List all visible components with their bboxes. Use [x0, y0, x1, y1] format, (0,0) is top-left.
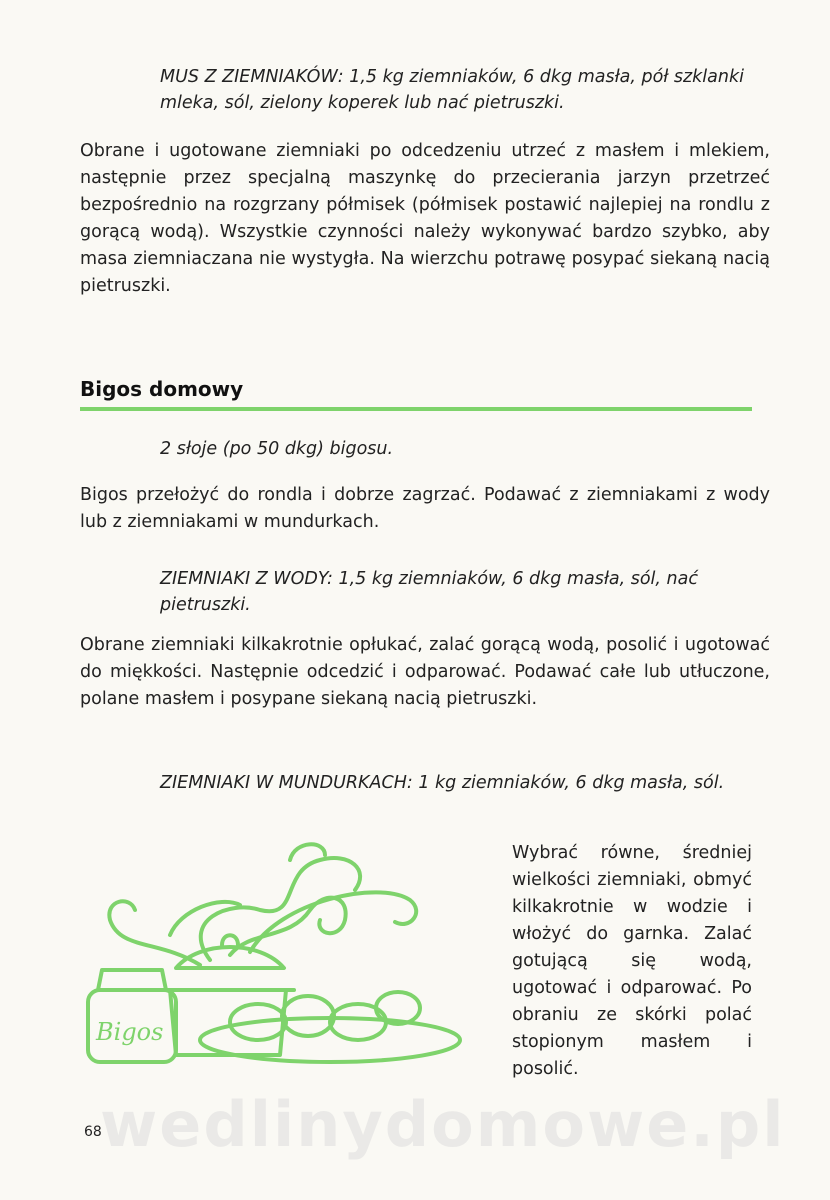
mus-ingredients: MUS Z ZIEMNIAKÓW: 1,5 kg ziemniaków, 6 dkg masła, pół szklanki mleka, sól, zielony koperek lub nać pietruszki. [160, 67, 744, 113]
steam-swirl [201, 858, 360, 960]
pot-lid [176, 947, 284, 968]
ziemniaki-w-mundurkach-ingredients: ZIEMNIAKI W MUNDURKACH: 1 kg ziemniaków, 6 dkg masła, sól. [160, 773, 725, 793]
page-number: 68 [84, 1124, 102, 1140]
jar-label: Bigos [96, 1018, 164, 1046]
potato [282, 996, 334, 1036]
mus-instructions: Obrane i ugotowane ziemniaki po odcedzeniu utrzeć z masłem i mlekiem, następnie przez specjalną maszynkę do przecierania jarzyn przetrzeć bezpośrednio na rozgrzany półmisek (półmisek postawić najlepiej na rondlu z gorącą wodą). Wszystkie czynności należy wykonywać bardzo szybko, aby masa ziemniaczana nie wystygła. Na wierzchu potrawę posypać siekaną nacią pietruszki. [80, 141, 770, 296]
steam-swirl [250, 892, 416, 952]
bigos-ingredients: 2 słoje (po 50 dkg) bigosu. [160, 439, 394, 459]
watermark: wedlinydomowe.pl [100, 1088, 786, 1161]
ziemniaki-z-wody-ingredients: ZIEMNIAKI Z WODY: 1,5 kg ziemniaków, 6 dkg masła, sól, nać pietruszki. [160, 569, 698, 615]
ziemniaki-w-mundurkach-instructions: Wybrać równe, średniej wielkości ziemniaki, obmyć kilkakrotnie w wodzie i włożyć do garnka. Zalać gotującą się wodą, ugotować i odparować. Po obraniu ze skórki polać stopionym masłem i posolić. [512, 843, 752, 1079]
bigos-pot-illustration [80, 840, 500, 1080]
bigos-heading: Bigos domowy [80, 377, 244, 401]
heading-divider [80, 407, 752, 411]
steam-swirl [109, 901, 200, 965]
steam-swirl [290, 844, 325, 860]
ziemniaki-z-wody-instructions: Obrane ziemniaki kilkakrotnie opłukać, zalać gorącą wodą, posolić i ugotować do miękkości. Następnie odcedzić i odparować. Podawać całe lub utłuczone, polane masłem i posypane siekaną nacią pietruszki. [80, 635, 770, 709]
steam-swirl [170, 902, 240, 935]
bigos-instructions: Bigos przełożyć do rondla i dobrze zagrzać. Podawać z ziemniakami z wody lub z ziemniakami w mundurkach. [80, 485, 770, 532]
